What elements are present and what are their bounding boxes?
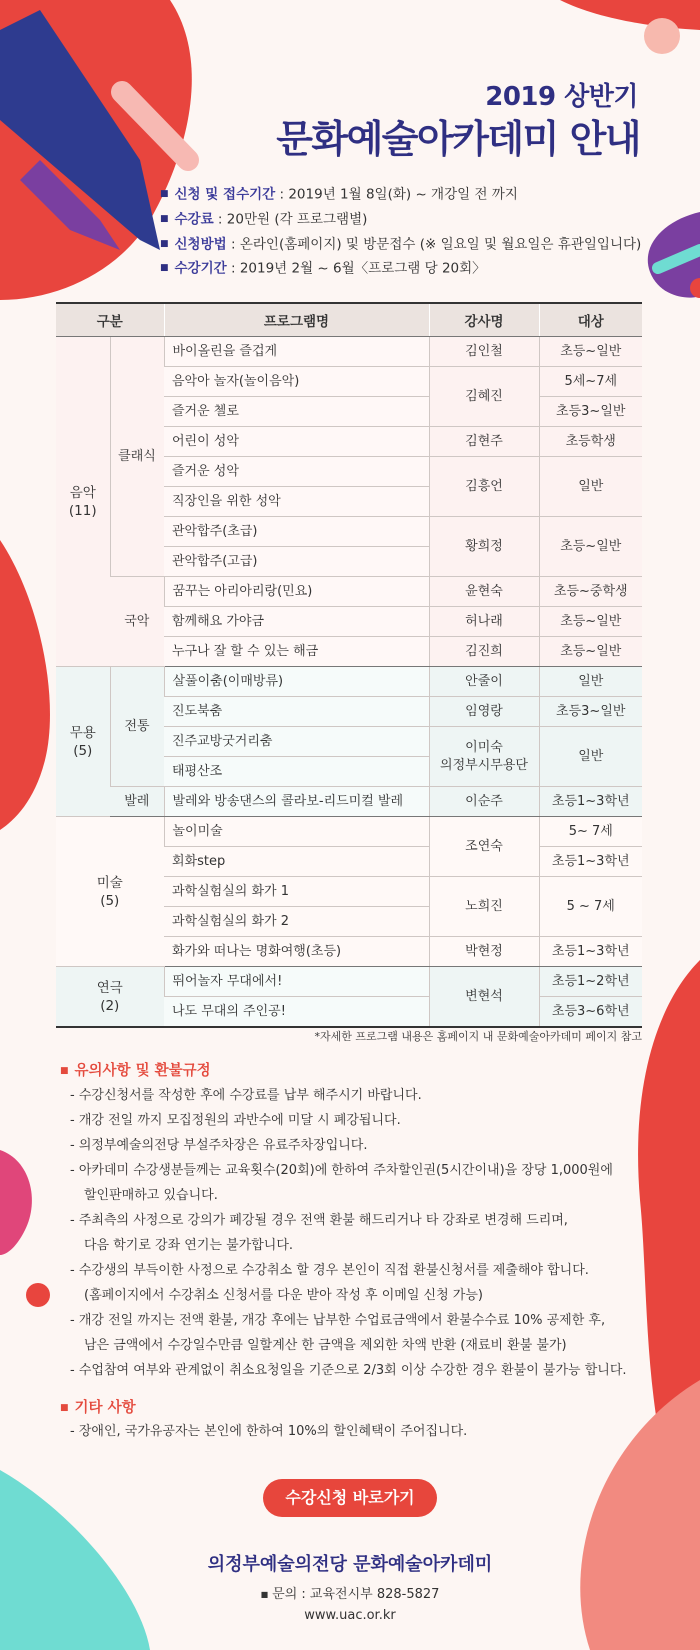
table-row: [56, 787, 642, 817]
rule-item: - 주최측의 사정으로 강의가 폐강될 경우 전액 환불 해드리거나 타 강좌로 변경해 드리며,: [70, 1213, 568, 1228]
instructor: 조연숙: [429, 817, 539, 877]
rule-item: - 아카데미 수강생분들께는 교육횟수(20회)에 한하여 주차할인권(5시간이내)을 장당 1,000원에: [70, 1163, 613, 1178]
refund-rules: [70, 1083, 627, 1383]
program-name: 꿈꾸는 아리아리랑(민요): [164, 577, 429, 607]
footer-contact-text: 문의 : 교육전시부 828-5827: [272, 1587, 440, 1602]
program-table-wrap: [56, 302, 642, 1028]
instructor: 김진희: [429, 637, 539, 667]
table-note: *자세한 프로그램 내용은 홈페이지 내 문화예술아카데미 페이지 참고: [314, 1030, 642, 1043]
instructor: 황희정: [429, 517, 539, 577]
table-row: [56, 667, 642, 697]
etc-rules: [70, 1419, 467, 1444]
program-name: 어린이 성악: [164, 427, 429, 457]
instructor: 김현주: [429, 427, 539, 457]
instructor-group: [429, 727, 539, 787]
rule-item-continued: 다음 학기로 강좌 연기는 불가합니다.: [84, 1238, 294, 1253]
rule-item-continued: 남은 금액에서 수강일수만큼 일할계산 한 금액을 제외한 차액 반환 (재료비 환불 불가): [84, 1338, 567, 1353]
footer-url-link[interactable]: www.uac.or.kr: [304, 1608, 396, 1623]
program-name: 화가와 떠나는 명화여행(초등): [164, 937, 429, 967]
category-art: [56, 817, 164, 967]
instructor: 이순주: [429, 787, 539, 817]
target: 일반: [539, 457, 642, 517]
category-dance: [56, 667, 110, 817]
rule-item: - 수강생의 부득이한 사정으로 수강취소 할 경우 본인이 직접 환불신청서를 제출해야 합니다.: [70, 1263, 589, 1278]
program-name: 진주교방굿거리춤: [164, 727, 429, 757]
subcategory-korean: 국악: [110, 577, 164, 667]
category-name: 연극: [96, 979, 123, 996]
target: 5 ~ 7세: [539, 877, 642, 937]
instructor: 김흥언: [429, 457, 539, 517]
instructor: 박현정: [429, 937, 539, 967]
rule-item: - 수강신청서를 작성한 후에 수강료를 납부 해주시기 바랍니다.: [70, 1088, 422, 1103]
program-table: [56, 302, 642, 1028]
footer-org-name: 의정부예술의전당 문화예술아카데미: [207, 1554, 493, 1575]
refund-section-title: [60, 1059, 211, 1080]
bullet-icon: ■: [160, 263, 169, 274]
target: 초등1~3학년: [539, 937, 642, 967]
target: 초등학생: [539, 427, 642, 457]
rule-item: - 개강 전일 까지는 전액 환불, 개강 후에는 납부한 수업료금액에서 환불수수료 10% 공제한 후,: [70, 1313, 606, 1328]
program-name: 과학실험실의 화가 1: [164, 877, 429, 907]
info-value: : 온라인(홈페이지) 및 방문접수 (※ 일요일 및 월요일은 휴관일입니다): [226, 235, 642, 252]
target: 초등~중학생: [539, 577, 642, 607]
target: 초등3~일반: [539, 397, 642, 427]
header-program: 프로그램명: [164, 303, 429, 337]
etc-title-text: 기타 사항: [74, 1400, 136, 1416]
instructor: 이미숙: [465, 739, 503, 755]
program-name: 태평산조: [164, 757, 429, 787]
info-label: 신청방법: [174, 235, 227, 252]
category-count: (11): [68, 502, 97, 519]
bullet-icon: ■: [60, 1066, 69, 1076]
target: 초등3~일반: [539, 697, 642, 727]
rule-item: - 수업참여 여부와 관계없이 취소요청일을 기준으로 2/3회 이상 수강한 경우 환불이 불가능 합니다.: [70, 1363, 627, 1378]
instructor: 의정부시무용단: [440, 757, 528, 773]
program-name: 함께해요 가야금: [164, 607, 429, 637]
target: 초등~일반: [539, 607, 642, 637]
program-name: 진도북춤: [164, 697, 429, 727]
instructor: 윤현숙: [429, 577, 539, 607]
rule-item-continued: 할인판매하고 있습니다.: [84, 1188, 218, 1203]
title-year: 2019 상반기: [485, 82, 638, 112]
table-row: [56, 967, 642, 997]
bullet-icon: ■: [160, 189, 169, 199]
target: 초등~일반: [539, 517, 642, 577]
target: 초등1~3학년: [539, 787, 642, 817]
bullet-icon: ■: [160, 238, 169, 249]
target: 5세~7세: [539, 367, 642, 397]
footer-contact: [0, 1583, 700, 1602]
info-fee: [160, 207, 641, 232]
header-instructor: 강사명: [429, 303, 539, 337]
table-row: [56, 817, 642, 847]
category-count: (5): [100, 892, 120, 909]
header-category: 구분: [56, 303, 164, 337]
instructor: 김혜진: [429, 367, 539, 427]
info-value: : 2019년 1월 8일(화) ~ 개강일 전 까지: [275, 186, 518, 203]
subcategory-traditional: 전통: [110, 667, 164, 787]
bullet-icon: ■: [260, 1590, 269, 1599]
table-row: [56, 577, 642, 607]
subcategory-classical: 클래식: [110, 337, 164, 577]
info-label: 수강기간: [174, 260, 227, 277]
program-name: 살풀이춤(이매방류): [164, 667, 429, 697]
info-list: [160, 182, 641, 281]
bullet-icon: ■: [160, 213, 169, 224]
page-title: 문화예술아카데미 안내: [276, 117, 640, 161]
target: 초등1~3학년: [539, 847, 642, 877]
instructor: 변현석: [429, 967, 539, 1028]
refund-title-text: 유의사항 및 환불규정: [74, 1063, 211, 1079]
target: 초등~일반: [539, 637, 642, 667]
rule-item: - 개강 전일 까지 모집정원의 과반수에 미달 시 폐강됩니다.: [70, 1113, 401, 1128]
program-name: 발레와 방송댄스의 콜라보-리드미컬 발레: [164, 787, 429, 817]
program-name: 나도 무대의 주인공!: [164, 997, 429, 1028]
target: 일반: [539, 727, 642, 787]
instructor: 김인철: [429, 337, 539, 367]
program-name: 회화step: [164, 847, 429, 877]
info-term: [160, 256, 641, 281]
bullet-icon: ■: [60, 1403, 69, 1413]
info-label: 수강료: [174, 211, 214, 227]
category-name: 무용: [69, 724, 96, 741]
program-name: 즐거운 첼로: [164, 397, 429, 427]
etc-section-title: [60, 1396, 136, 1417]
program-name: 바이올린을 즐겁게: [164, 337, 429, 367]
instructor: 안줄이: [429, 667, 539, 697]
program-name: 즐거운 성악: [164, 457, 429, 487]
info-label: 신청 및 접수기간: [174, 186, 276, 203]
category-drama: [56, 967, 164, 1028]
instructor: 허나래: [429, 607, 539, 637]
program-name: 음악아 놀자(놀이음악): [164, 367, 429, 397]
rule-item: - 의정부예술의전당 부설주차장은 유료주차장입니다.: [70, 1138, 368, 1153]
rule-item-continued: (홈페이지에서 수강취소 신청서를 다운 받아 작성 후 이메일 신청 가능): [84, 1288, 483, 1303]
category-name: 미술: [96, 874, 123, 891]
target: 초등~일반: [539, 337, 642, 367]
table-header-row: [56, 303, 642, 337]
program-name: 누구나 잘 할 수 있는 해금: [164, 637, 429, 667]
program-name: 관악합주(고급): [164, 547, 429, 577]
target: 초등3~6학년: [539, 997, 642, 1028]
category-music: [56, 337, 110, 667]
subcategory-ballet: 발레: [110, 787, 164, 817]
header-target: 대상: [539, 303, 642, 337]
instructor: 임영랑: [429, 697, 539, 727]
target: 5~ 7세: [539, 817, 642, 847]
info-method: [160, 232, 641, 257]
program-name: 직장인을 위한 성악: [164, 487, 429, 517]
rule-item: - 장애인, 국가유공자는 본인에 한하여 10%의 할인혜택이 주어집니다.: [70, 1424, 468, 1439]
program-name: 과학실험실의 화가 2: [164, 907, 429, 937]
program-name: 놀이미술: [164, 817, 429, 847]
target: 초등1~2학년: [539, 967, 642, 997]
category-count: (5): [73, 742, 93, 759]
instructor: 노희진: [429, 877, 539, 937]
program-name: 관악합주(초급): [164, 517, 429, 547]
category-count: (2): [100, 997, 120, 1014]
apply-button[interactable]: 수강신청 바로가기: [263, 1479, 437, 1517]
target: 일반: [539, 667, 642, 697]
info-value: : 2019년 2월 ~ 6월〈프로그램 당 20회〉: [226, 260, 486, 277]
table-row: [56, 337, 642, 367]
program-name: 뛰어놀자 무대에서!: [164, 967, 429, 997]
category-name: 음악: [69, 484, 96, 501]
info-period: [160, 182, 641, 207]
info-value: : 20만원 (각 프로그램별): [213, 211, 368, 227]
